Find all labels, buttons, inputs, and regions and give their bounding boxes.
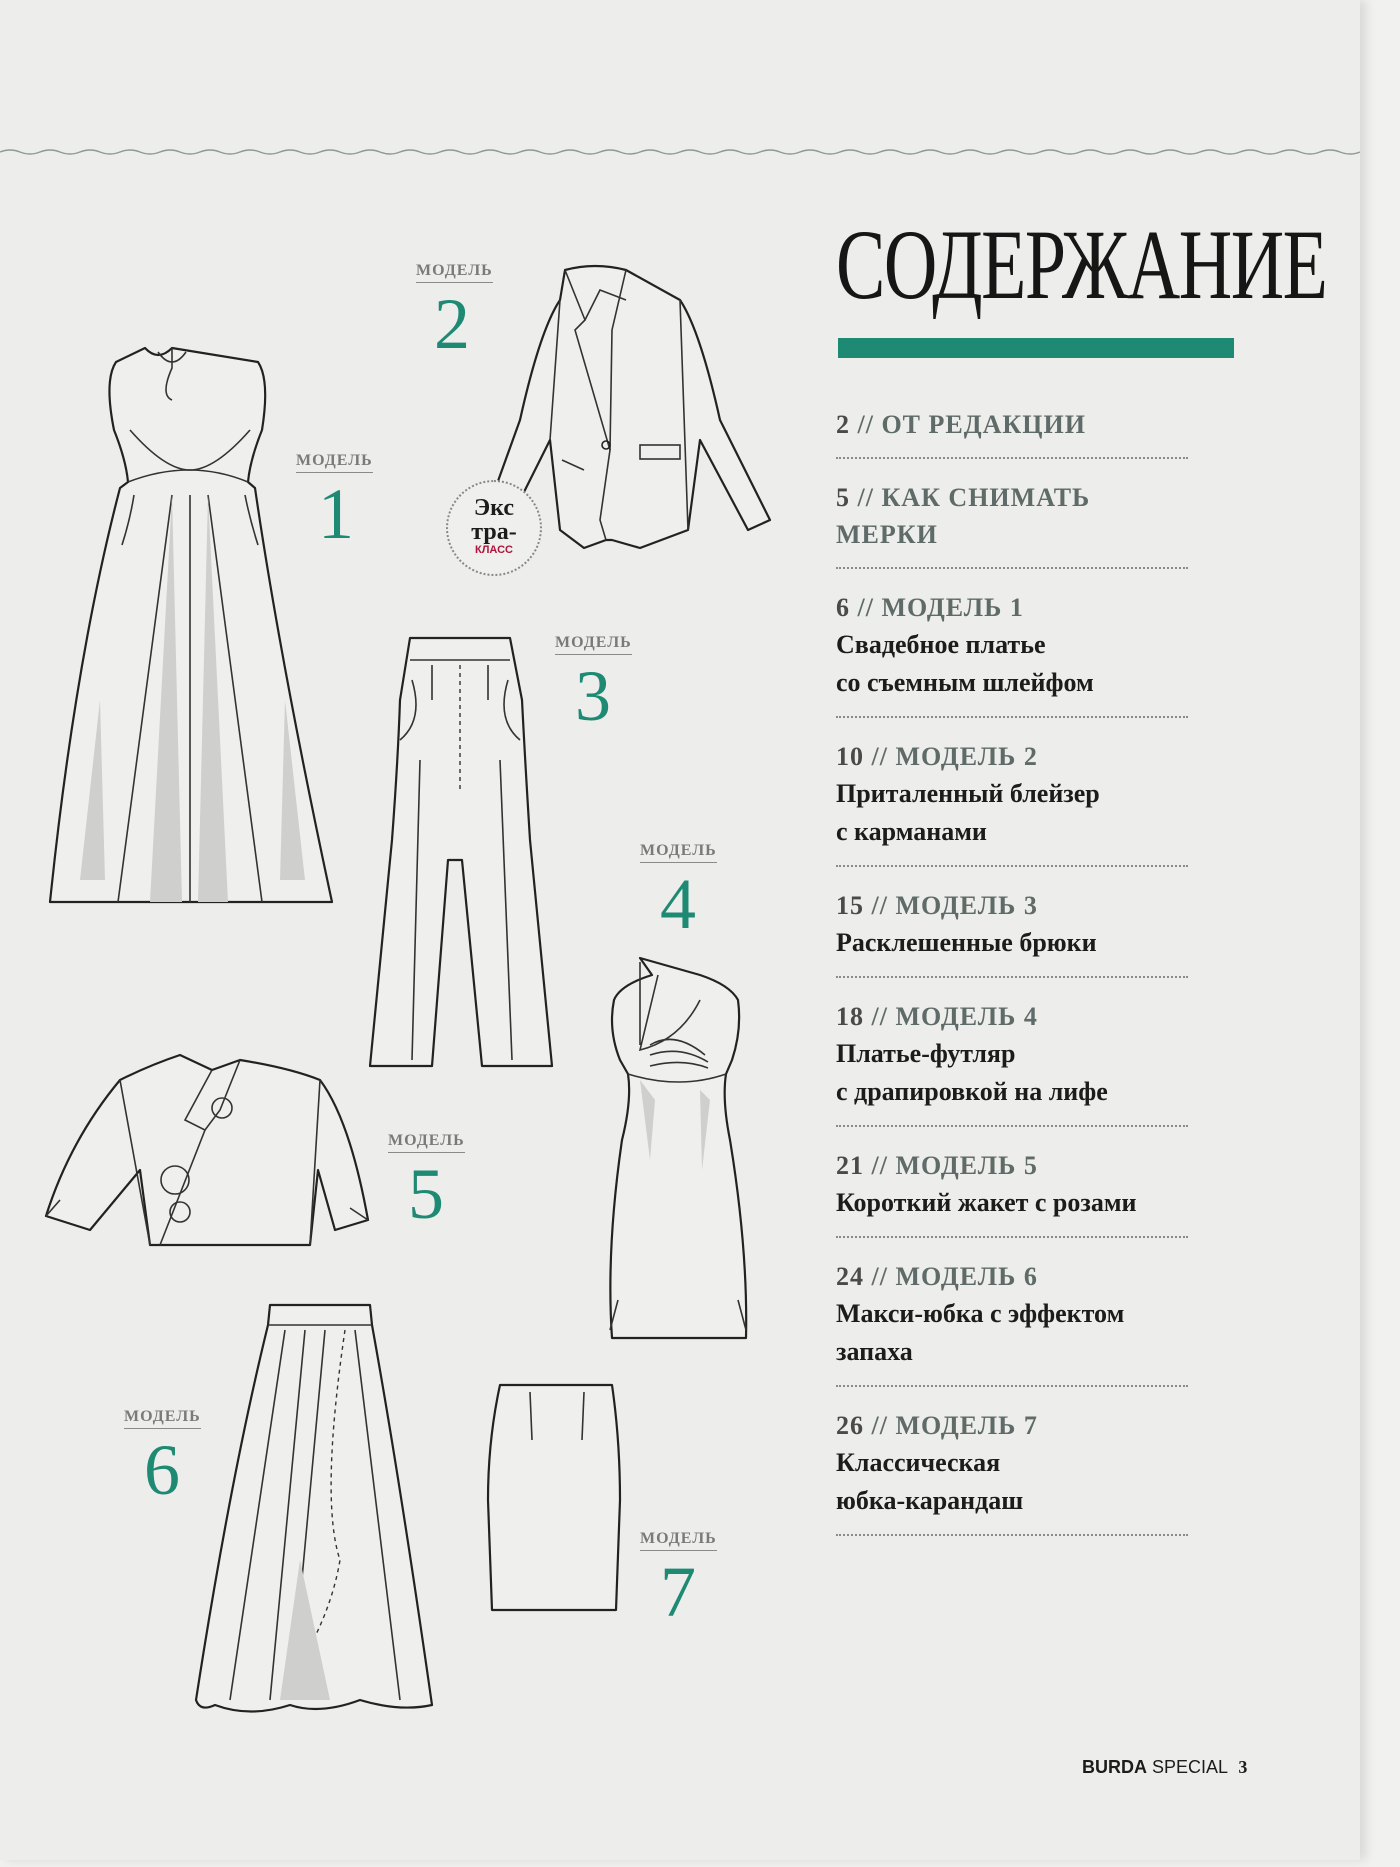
footer-brand: BURDA (1082, 1757, 1147, 1777)
toc-entry[interactable] (836, 732, 1188, 867)
toc-heading (836, 406, 1188, 443)
toc-heading (836, 1147, 1188, 1184)
toc-entry[interactable] (836, 1252, 1188, 1387)
extra-class-badge (446, 480, 542, 576)
toc-separator: // (857, 593, 874, 622)
toc-entry[interactable] (836, 473, 1188, 569)
toc-heading (836, 738, 1188, 775)
toc-separator: // (871, 1411, 888, 1440)
toc-separator: // (871, 1151, 888, 1180)
toc-heading-text: МОДЕЛЬ 3 (895, 891, 1038, 920)
badge-line-3: КЛАСС (475, 544, 513, 556)
toc-heading-text: МОДЕЛЬ 1 (881, 593, 1024, 622)
model-number-4: 4 (660, 864, 696, 944)
toc-heading (836, 479, 1188, 553)
page-title: СОДЕРЖАНИЕ (836, 209, 1327, 320)
toc-separator: // (871, 742, 888, 771)
toc-description-line: Макси-юбка с эффектом (836, 1299, 1125, 1328)
toc-separator: // (857, 483, 874, 512)
sketch-pencil-skirt (488, 1385, 620, 1610)
toc-entry[interactable] (836, 1401, 1188, 1536)
model-label-7: МОДЕЛЬ (640, 1530, 717, 1551)
toc-entry[interactable] (836, 400, 1188, 459)
toc-description-line: Платье-футляр (836, 1039, 1016, 1068)
toc-description-line: Свадебное платье (836, 630, 1046, 659)
page-footer (1082, 1757, 1247, 1778)
model-number-5: 5 (408, 1154, 444, 1234)
model-label-3: МОДЕЛЬ (555, 634, 632, 655)
sketch-dress (50, 348, 332, 902)
toc-description-line: Короткий жакет с розами (836, 1188, 1137, 1217)
toc-page-number: 6 (836, 593, 850, 622)
toc-page-number: 2 (836, 410, 850, 439)
toc-page-number: 26 (836, 1411, 864, 1440)
toc-description-line: Приталенный блейзер (836, 779, 1100, 808)
toc-description-line: с драпировкой на лифе (836, 1077, 1108, 1106)
toc-separator: // (857, 410, 874, 439)
toc-entry[interactable] (836, 583, 1188, 718)
sketch-trousers (370, 638, 552, 1066)
toc-description-line: со съемным шлейфом (836, 668, 1094, 697)
toc-entry[interactable] (836, 881, 1188, 978)
footer-edition: SPECIAL (1152, 1757, 1228, 1777)
model-number-6: 6 (144, 1430, 180, 1510)
toc-entry[interactable] (836, 992, 1188, 1127)
toc-heading-text: МОДЕЛЬ 5 (895, 1151, 1038, 1180)
toc-description-line: с карманами (836, 817, 987, 846)
toc-separator: // (871, 1262, 888, 1291)
badge-line-1: Экс (473, 495, 515, 521)
model-label-2: МОДЕЛЬ (416, 262, 493, 283)
toc-heading (836, 589, 1188, 626)
model-number-7: 7 (660, 1552, 696, 1632)
toc-page-number: 10 (836, 742, 864, 771)
toc-page-number: 24 (836, 1262, 864, 1291)
toc-heading-text: МОДЕЛЬ 7 (895, 1411, 1038, 1440)
toc-entry[interactable] (836, 1141, 1188, 1238)
model-label-4: МОДЕЛЬ (640, 842, 717, 863)
toc-heading (836, 998, 1188, 1035)
toc-description-line: юбка-карандаш (836, 1486, 1024, 1515)
toc-page-number: 15 (836, 891, 864, 920)
toc-heading (836, 887, 1188, 924)
sketch-maxi-skirt (196, 1305, 432, 1712)
model-label-5: МОДЕЛЬ (388, 1132, 465, 1153)
toc-page-number: 21 (836, 1151, 864, 1180)
toc-page-number: 5 (836, 483, 850, 512)
model-label-1: МОДЕЛЬ (296, 452, 373, 473)
toc-separator: // (871, 891, 888, 920)
toc-description-line: запаха (836, 1337, 913, 1366)
toc-page-number: 18 (836, 1002, 864, 1031)
model-label-6: МОДЕЛЬ (124, 1408, 201, 1429)
toc-description-line: Расклешенные брюки (836, 928, 1097, 957)
model-number-2: 2 (434, 284, 470, 364)
toc-heading (836, 1258, 1188, 1295)
toc-heading-text: ОТ РЕДАКЦИИ (881, 410, 1086, 439)
toc-separator: // (871, 1002, 888, 1031)
footer-page-number: 3 (1238, 1757, 1248, 1777)
sketch-short-jacket (46, 1055, 368, 1245)
title-underline-bar (838, 338, 1234, 358)
table-of-contents (836, 400, 1188, 1550)
badge-line-2: тра- (471, 519, 517, 545)
toc-heading-text: КАК СНИМАТЬ МЕРКИ (836, 483, 1091, 549)
model-number-3: 3 (575, 656, 611, 736)
toc-heading (836, 1407, 1188, 1444)
sketch-sheath-dress (610, 958, 746, 1338)
model-number-1: 1 (318, 474, 354, 554)
toc-heading-text: МОДЕЛЬ 2 (895, 742, 1038, 771)
toc-description-line: Классическая (836, 1448, 1001, 1477)
toc-heading-text: МОДЕЛЬ 4 (895, 1002, 1038, 1031)
toc-heading-text: МОДЕЛЬ 6 (895, 1262, 1038, 1291)
